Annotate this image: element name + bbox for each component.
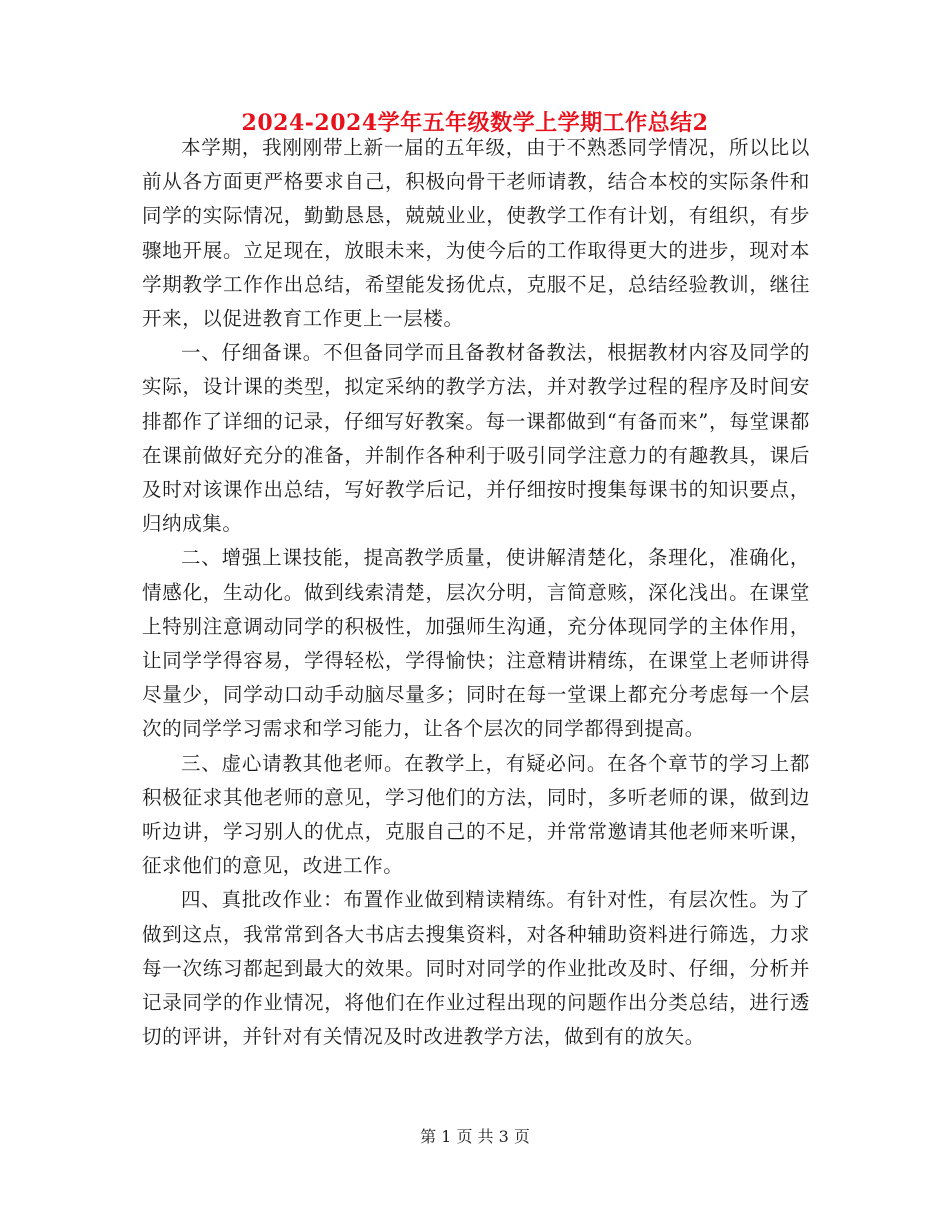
page-number-footer: 第 1 页 共 3 页 [420, 1127, 530, 1146]
document-title: 2024-2024学年五年级数学上学期工作总结2 [241, 110, 709, 136]
paragraph-homework-grading: 四、真批改作业：布置作业做到精读精练。有针对性，有层次性。为了做到这点，我常常到各大书店去搜集资料，对各种辅助资料进行筛选，力求每一次练习都起到最大的效果。同时对同学的作业批改及时、仔细，分析并记录同学的作业情况，将他们在作业过程出现的问题作出分类总结，进行透切的评讲，并针对有关情况及时改进教学方法，做到有的放矢。 [142, 888, 810, 1049]
paragraph-lesson-preparation: 一、仔细备课。不但备同学而且备教材备教法，根据教材内容及同学的实际，设计课的类型，拟定采纳的教学方法，并对教学过程的程序及时间安排都作了详细的记录，仔细写好教案。每一课都做到“有备而来”，每堂课都在课前做好充分的准备，并制作各种利于吸引同学注意力的有趣教具，课后及时对该课作出总结，写好教学后记，并仔细按时搜集每课书的知识要点，归纳成集。 [142, 341, 810, 536]
paragraph-intro: 本学期，我刚刚带上新一届的五年级，由于不熟悉同学情况，所以比以前从各方面更严格要求自己，积极向骨干老师请教，结合本校的实际条件和同学的实际情况，勤勤恳恳，兢兢业业，使教学工作有计划，有组织，有步骤地开展。立足现在，放眼未来，为使今后的工作取得更大的进步，现对本学期教学工作作出总结，希望能发扬优点，克服不足，总结经验教训，继往开来，以促进教育工作更上一层楼。 [142, 136, 810, 331]
paragraph-consult-teachers: 三、虚心请教其他老师。在教学上，有疑必问。在各个章节的学习上都积极征求其他老师的意见，学习他们的方法，同时，多听老师的课，做到边听边讲，学习别人的优点，克服自己的不足，并常常邀请其他老师来听课，征求他们的意见，改进工作。 [142, 751, 810, 878]
paragraph-teaching-skills: 二、增强上课技能，提高教学质量，使讲解清楚化，条理化，准确化，情感化，生动化。做到线索清楚，层次分明，言简意赅，深化浅出。在课堂上特别注意调动同学的积极性，加强师生沟通，充分体现同学的主体作用，让同学学得容易，学得轻松，学得愉快；注意精讲精练，在课堂上老师讲得尽量少，同学动口动手动脑尽量多；同时在每一堂课上都充分考虑每一个层次的同学学习需求和学习能力，让各个层次的同学都得到提高。 [142, 546, 810, 741]
document-body [142, 131, 810, 1054]
